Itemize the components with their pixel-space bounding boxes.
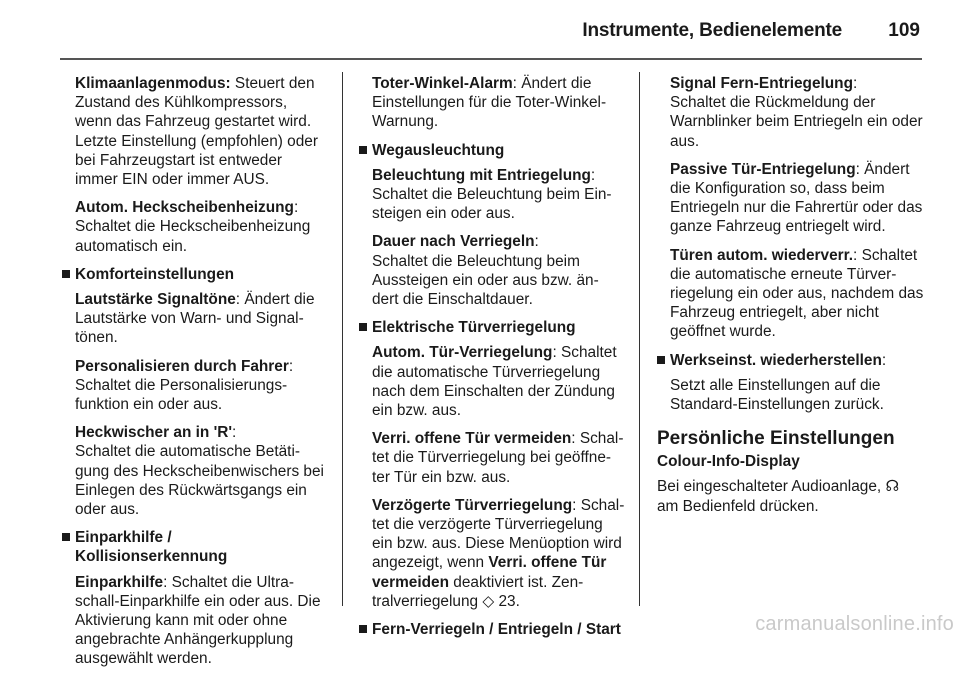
section-title-persoenliche-einstellungen: Persönliche Einstellungen	[657, 428, 895, 450]
paragraph-colour-info-display: Bei eingeschalteter Audioanlage, ☊ am Bedienfeld drücken.	[657, 478, 900, 515]
page-title: Instrumente, Bedienelemente	[582, 20, 842, 41]
page-reference-arrow-icon: ◇	[482, 592, 495, 610]
header-divider	[60, 58, 922, 60]
paragraph-lautstaerke: Lautstärke Signaltöne: Ändert die Lautstärke von Warn- und Signal-tönen.	[75, 291, 315, 347]
paragraph-autom-tuer-verriegelung: Autom. Tür-Verriegelung: Schaltet die automatische Türverriegelung nach dem Einschalten der Zündung ein bzw. aus.	[372, 344, 617, 420]
paragraph-signal-fern-entriegelung: Signal Fern-Entriegelung: Schaltet die Rückmeldung der Warnblinker beim Entriegeln ein oder aus.	[670, 75, 923, 150]
paragraph-tueren-wiederverr: Türen autom. wiederverr.: Schaltet die automatische erneute Türver-riegelung ein oder aus, nachdem das Fahrzeug entriegelt, aber nicht geöffnet wurde.	[670, 246, 924, 341]
paragraph-heckscheibenheizung: Autom. Heckscheibenheizung: Schaltet die Heckscheibenheizung automatisch ein.	[75, 199, 311, 255]
column-1	[62, 74, 327, 678]
column-3	[657, 74, 925, 525]
paragraph-klimaanlagenmodus: Klimaanlagenmodus: Steuert den Zustand des Kühlkompressors, wenn das Fahrzeug gestartet wird. Letzte Einstellung (empfohlen) oder bei Fahrzeugstart ist entweder immer EIN oder immer AUS.	[75, 75, 318, 189]
paragraph-dauer-verriegeln: Dauer nach Verriegeln: Schaltet die Beleuchtung beim Aussteigen ein oder aus bzw. än-dert die Einschaltdauer.	[372, 233, 599, 309]
paragraph-verri-offene-tuer: Verri. offene Tür vermeiden: Schal-tet die Türverriegelung bei geöffne-ter Tür ein bzw. aus.	[372, 430, 624, 486]
paragraph-verzoegerte-verriegelung: Verzögerte Türverriegelung: Schal-tet die verzögerte Türverriegelung ein bzw. aus. Diese Menüoption wird angezeigt, wenn Verri. offene Tür vermeiden deaktiviert ist. Zen-tralverriegelung ◇ 23.	[372, 496, 625, 610]
page-header	[0, 0, 960, 60]
bullet-werkseinstellungen: Werkseinst. wiederherstellen:	[657, 351, 925, 370]
bullet-tuerverriegelung: Elektrische Türverriegelung	[359, 318, 625, 337]
column-divider-1	[342, 72, 343, 606]
paragraph-werkseinstellungen: Setzt alle Einstellungen auf die Standard-Einstellungen zurück.	[670, 376, 884, 414]
subsection-title-colour-info-display: Colour-Info-Display	[657, 453, 800, 471]
paragraph-heckwischer: Heckwischer an in 'R': Schaltet die automatische Betäti-gung des Heckscheibenwischers bei Einlegen des Rückwärtsgangs ein oder aus.	[75, 424, 324, 519]
bullet-einparkhilfe: Einparkhilfe / Kollisionserkennung	[62, 528, 327, 566]
settings-button-icon: ☊	[885, 478, 900, 496]
paragraph-einparkhilfe: Einparkhilfe: Schaltet die Ultra-schall-Einparkhilfe ein oder aus. Die Aktivierung kann mit oder ohne angebrachte Anhängerkupplung ausgewählt werden.	[75, 573, 321, 668]
column-2	[359, 74, 625, 645]
bullet-komforteinstellungen: Komforteinstellungen	[62, 265, 327, 284]
page-number: 109	[888, 20, 920, 41]
paragraph-passive-entriegelung: Passive Tür-Entriegelung: Ändert die Konfiguration so, dass beim Entriegeln nur die Fahrertür oder das ganze Fahrzeug entriegelt wird.	[670, 160, 923, 236]
paragraph-personalisieren: Personalisieren durch Fahrer: Schaltet die Personalisierungs-funktion ein oder aus.	[75, 357, 294, 414]
paragraph-beleuchtung-entriegelung: Beleuchtung mit Entriegelung: Schaltet die Beleuchtung beim Ein-steigen ein oder aus.	[372, 166, 612, 223]
bullet-wegausleuchtung: Wegausleuchtung	[359, 141, 625, 160]
paragraph-toter-winkel: Toter-Winkel-Alarm: Ändert die Einstellungen für die Toter-Winkel-Warnung.	[372, 75, 607, 131]
bullet-fern-verriegeln: Fern-Verriegeln / Entriegeln / Start	[359, 620, 625, 639]
column-divider-2	[639, 72, 640, 606]
watermark: carmanualsonline.info	[755, 613, 954, 635]
